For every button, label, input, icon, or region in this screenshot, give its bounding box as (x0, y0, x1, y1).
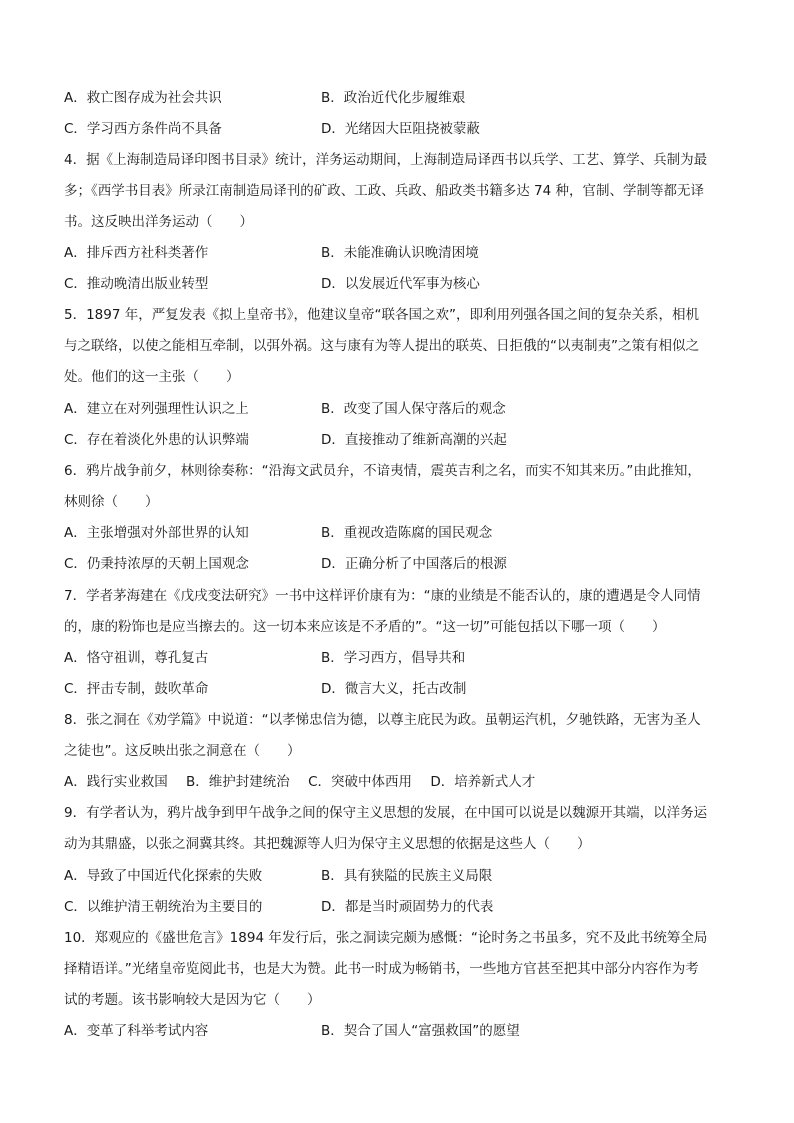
q8-option-c[interactable]: C．突破中体西用 (308, 774, 413, 790)
q4-option-d[interactable]: D．以发展近代军事为核心 (321, 276, 480, 292)
q10-options (64, 1019, 744, 1039)
q9-option-b[interactable]: B．具有狭隘的民族主义局限 (321, 868, 493, 884)
q6-option-b[interactable]: B．重视改造陈腐的国民观念 (321, 525, 493, 541)
q9-option-a[interactable]: A．导致了中国近代化探索的失败 (64, 868, 263, 884)
q6-option-c[interactable]: C．仍秉持浓厚的天朝上国观念 (64, 556, 249, 572)
q8-options (64, 770, 549, 790)
q4-stem-line-3: 书。这反映出洋务运动（ ） (64, 214, 253, 230)
q5-stem-line-2: 与之联络，以使之能相互牵制，以弭外祸。这与康有为等人提出的联英、日拒俄的“以夷制夷”之策有相似之 (64, 338, 699, 354)
q7-option-c[interactable]: C．抨击专制，鼓吹革命 (64, 681, 209, 697)
q9-option-d[interactable]: D．都是当时顽固势力的代表 (321, 899, 494, 915)
q3-option-d[interactable]: D．光绪因大臣阻挠被蒙蔽 (321, 121, 480, 137)
q4-option-b[interactable]: B．未能准确认识晚清困境 (321, 245, 479, 261)
q3-options-row2 (64, 117, 744, 137)
q7-options (64, 646, 744, 666)
q3-options (64, 86, 744, 106)
q6-option-d[interactable]: D．正确分析了中国落后的根源 (321, 556, 507, 572)
q9-options-row2 (64, 895, 744, 915)
q8-stem-line-2: 之徒也”。这反映出张之洞意在（ ） (64, 743, 301, 759)
q6-options-row2 (64, 552, 744, 572)
q7-option-a[interactable]: A．恪守祖训，尊孔复古 (64, 650, 209, 666)
q3-option-c[interactable]: C．学习西方条件尚不具备 (64, 121, 222, 137)
q5-option-d[interactable]: D．直接推动了维新高潮的兴起 (321, 432, 507, 448)
q7-options-row2 (64, 677, 744, 697)
q4-stem-line-2: 多；《西学书目表》所录江南制造局译刊的矿政、工政、兵政、船政类书籍多达 74 种，官制、学制等都无译 (64, 183, 705, 199)
q6-options (64, 521, 744, 541)
q6-stem-line-1: 6．鸦片战争前夕，林则徐奏称：“沿海文武员弁，不谙夷情，震英吉利之名，而实不知其来历。”由此推知， (64, 463, 701, 479)
q5-options (64, 397, 744, 417)
q7-option-b[interactable]: B．学习西方，倡导共和 (321, 650, 466, 666)
q5-option-a[interactable]: A．建立在对列强理性认识之上 (64, 401, 249, 417)
q9-option-c[interactable]: C．以维护清王朝统治为主要目的 (64, 899, 263, 915)
q4-option-a[interactable]: A．排斥西方社科类著作 (64, 245, 209, 261)
q6-stem-line-2: 林则徐（ ） (64, 494, 159, 510)
q3-option-b[interactable]: B．政治近代化步履维艰 (321, 90, 466, 106)
q8-option-a[interactable]: A．践行实业救国 (64, 774, 168, 790)
q9-stem-line-1: 9．有学者认为，鸦片战争到甲午战争之间的保守主义思想的发展，在中国可以说是以魏源开其端，以洋务运 (64, 805, 708, 821)
q9-options (64, 864, 744, 884)
q4-options (64, 241, 744, 261)
q8-option-b[interactable]: B．维护封建统治 (186, 774, 290, 790)
q10-option-a[interactable]: A．变革了科举考试内容 (64, 1023, 209, 1039)
q10-stem-line-1: 10．郑观应的《盛世危言》1894 年发行后，张之洞读完颇为感慨：“论时务之书虽多，究不及此书统筹全局 (64, 930, 708, 946)
q6-option-a[interactable]: A．主张增强对外部世界的认知 (64, 525, 249, 541)
q5-option-b[interactable]: B．改变了国人保守落后的观念 (321, 401, 506, 417)
q10-stem-line-2: 择精语详。”光绪皇帝览阅此书，也是大为赞。此书一时成为畅销书，一些地方官甚至把其中部分内容作为考 (64, 961, 699, 977)
q4-options-row2 (64, 272, 744, 292)
q5-stem-line-1: 5．1897 年，严复发表《拟上皇帝书》，他建议皇帝“联各国之欢”，即利用列强各国之间的复杂关系，相机 (64, 307, 699, 323)
q4-option-c[interactable]: C．推动晚清出版业转型 (64, 276, 209, 292)
q7-stem-line-2: 的，康的粉饰也是应当擦去的。这一切本来应该是不矛盾的”。“这一切”可能包括以下哪一项（ ） (64, 619, 666, 635)
q5-option-c[interactable]: C．存在着淡化外患的认识弊端 (64, 432, 249, 448)
q4-stem-line-1: 4．据《上海制造局译印图书目录》统计，洋务运动期间，上海制造局译西书以兵学、工艺、算学、兵制为最 (64, 152, 708, 168)
q7-stem-line-1: 7．学者茅海建在《戊戌变法研究》一书中这样评价康有为：“康的业绩是不能否认的，康的遭遇是令人同情 (64, 588, 701, 604)
q8-stem-line-1: 8．张之洞在《劝学篇》中说道：“以孝悌忠信为德，以尊主庇民为政。虽朝运汽机，夕驰铁路，无害为圣人 (64, 712, 701, 728)
q5-stem-line-3: 处。他们的这一主张（ ） (64, 369, 240, 385)
q3-option-a[interactable]: A．救亡图存成为社会共识 (64, 90, 222, 106)
q5-options-row2 (64, 428, 744, 448)
q7-option-d[interactable]: D．微言大义，托古改制 (321, 681, 467, 697)
q10-option-b[interactable]: B．契合了国人“富强救国”的愿望 (321, 1023, 520, 1039)
q8-option-d[interactable]: D．培养新式人才 (430, 774, 536, 790)
q9-stem-line-2: 动为其鼎盛，以张之洞冀其终。其把魏源等人归为保守主义思想的依据是这些人（ ） (64, 836, 591, 852)
q10-stem-line-3: 试的考题。该书影响较大是因为它（ ） (64, 992, 321, 1008)
